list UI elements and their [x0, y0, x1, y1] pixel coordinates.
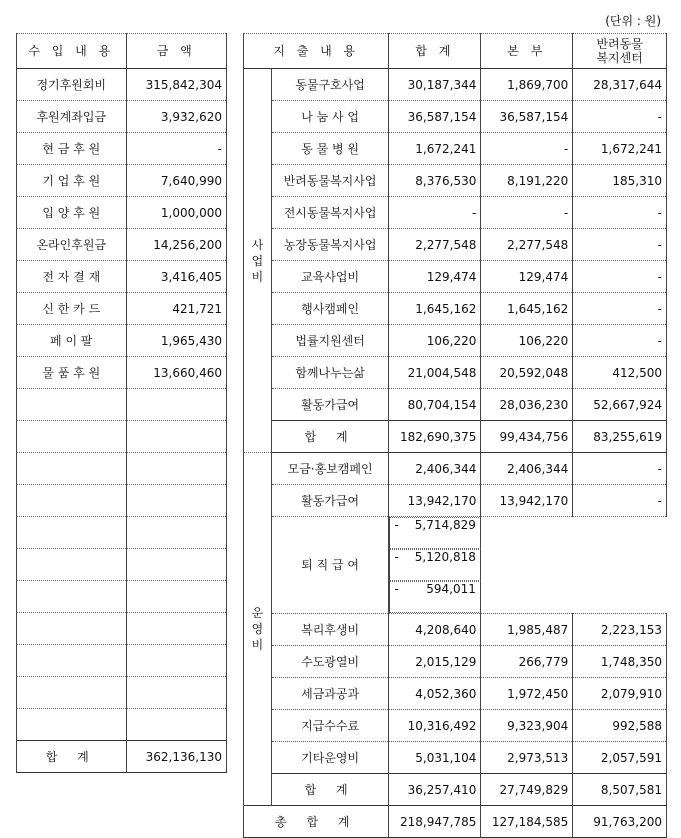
operating-label: 수도광열비: [271, 646, 389, 678]
income-amount: 1,965,430: [126, 325, 227, 357]
negative-dash: -: [394, 582, 399, 596]
income-label: 물 품 후 원: [17, 357, 127, 389]
business-hq: 8,191,220: [481, 165, 573, 197]
category-char: 사: [251, 237, 264, 252]
income-label: 온라인후원금: [17, 229, 127, 261]
income-label: 후원계좌입금: [17, 101, 127, 133]
income-amount: 421,721: [126, 293, 227, 325]
empty-cell: [17, 421, 127, 453]
business-hq: 20,592,048: [481, 357, 573, 389]
operating-hq: 266,779: [481, 646, 573, 678]
operating-total: [389, 517, 480, 549]
category-char: 영: [251, 622, 264, 636]
empty-cell: [126, 709, 227, 741]
business-center: 185,310: [573, 165, 667, 197]
operating-label: 모금·홍보캠페인: [271, 453, 389, 485]
income-row: [17, 165, 227, 197]
business-hq: 106,220: [481, 325, 573, 357]
empty-cell: [17, 613, 127, 645]
operating-row: [244, 614, 667, 646]
operating-subtotal-total: 36,257,410: [389, 774, 481, 806]
business-label: 전시동물복지사업: [271, 197, 389, 229]
business-row: [244, 261, 667, 293]
business-total: 1,672,241: [389, 133, 481, 165]
income-empty-row: [17, 389, 227, 421]
income-row: [17, 325, 227, 357]
income-amount: 13,660,460: [126, 357, 227, 389]
grand-total-row: [244, 806, 667, 838]
business-center: 1,672,241: [573, 133, 667, 165]
empty-cell: [126, 645, 227, 677]
business-total: 36,587,154: [389, 101, 481, 133]
income-row: [17, 261, 227, 293]
value: 5,120,818: [414, 550, 476, 564]
empty-cell: [17, 517, 127, 549]
income-header-amount: 금 액: [126, 34, 227, 69]
operating-label: 복리후생비: [271, 614, 389, 646]
business-center: -: [573, 101, 667, 133]
business-center: -: [573, 261, 667, 293]
income-empty-row: [17, 613, 227, 645]
income-total-amount: 362,136,130: [126, 741, 227, 773]
operating-center: 992,588: [573, 710, 667, 742]
business-row: [244, 389, 667, 421]
expense-header-content: 지 출 내 용: [244, 34, 389, 69]
empty-cell: [17, 453, 127, 485]
operating-row: [244, 517, 667, 614]
operating-subtotal-hq: 27,749,829: [481, 774, 573, 806]
empty-cell: [126, 517, 227, 549]
grand-total-center: 91,763,200: [573, 806, 667, 838]
income-empty-row: [17, 549, 227, 581]
empty-cell: [17, 549, 127, 581]
business-label: 동물구호사업: [271, 69, 389, 101]
operating-label: 기타운영비: [271, 742, 389, 774]
income-empty-row: [17, 709, 227, 741]
business-total: 21,004,548: [389, 357, 481, 389]
income-row: [17, 229, 227, 261]
operating-hq: 1,972,450: [481, 678, 573, 710]
category-char: 비: [251, 638, 264, 652]
business-hq: 1,645,162: [481, 293, 573, 325]
operating-label: 지급수수료: [271, 710, 389, 742]
operating-center: 1,748,350: [573, 646, 667, 678]
empty-cell: [17, 677, 127, 709]
income-amount: 1,000,000: [126, 197, 227, 229]
income-empty-row: [17, 421, 227, 453]
business-row: [244, 293, 667, 325]
business-label: 행사캠페인: [271, 293, 389, 325]
operating-total: 2,015,129: [389, 646, 481, 678]
business-row: [244, 165, 667, 197]
operating-hq: 1,985,487: [481, 614, 573, 646]
operating-row: [244, 453, 667, 485]
income-total-row: [17, 741, 227, 773]
category-char: 비: [251, 269, 264, 284]
operating-hq: 2,406,344: [481, 453, 573, 485]
business-subtotal-hq: 99,434,756: [481, 421, 573, 453]
empty-cell: [126, 613, 227, 645]
income-label: 현 금 후 원: [17, 133, 127, 165]
income-empty-row: [17, 645, 227, 677]
income-row: [17, 197, 227, 229]
business-center: -: [573, 325, 667, 357]
business-subtotal-label: 합 계: [271, 421, 389, 453]
empty-cell: [126, 677, 227, 709]
empty-cell: [126, 453, 227, 485]
income-row: [17, 357, 227, 389]
business-center: 28,317,644: [573, 69, 667, 101]
business-total: 129,474: [389, 261, 481, 293]
income-total-label: 합 계: [17, 741, 127, 773]
income-empty-row: [17, 677, 227, 709]
operating-row: [244, 678, 667, 710]
income-amount: 7,640,990: [126, 165, 227, 197]
empty-cell: [126, 581, 227, 613]
business-hq: 36,587,154: [481, 101, 573, 133]
category-char: 업: [251, 253, 264, 268]
business-total: 1,645,162: [389, 293, 481, 325]
grand-total-label: 총 합 계: [244, 806, 389, 838]
business-row: [244, 197, 667, 229]
negative-dash: -: [394, 518, 399, 532]
expense-header-row: [244, 34, 667, 69]
empty-cell: [126, 549, 227, 581]
business-row: [244, 229, 667, 261]
income-row: [17, 69, 227, 101]
business-total: 80,704,154: [389, 389, 481, 421]
business-row: [244, 69, 667, 101]
operating-row: [244, 710, 667, 742]
empty-cell: [17, 645, 127, 677]
income-label: 기 업 후 원: [17, 165, 127, 197]
business-total: 30,187,344: [389, 69, 481, 101]
business-label: 동 물 병 원: [271, 133, 389, 165]
business-hq: 2,277,548: [481, 229, 573, 261]
income-label: 전 자 결 재: [17, 261, 127, 293]
expense-header-hq: 본 부: [481, 34, 573, 69]
income-label: 페 이 팔: [17, 325, 127, 357]
unit-label: (단위 : 원): [605, 14, 661, 28]
income-amount: 3,932,620: [126, 101, 227, 133]
operating-total: 2,406,344: [389, 453, 481, 485]
operating-subtotal-label: 합 계: [271, 774, 389, 806]
category-cell: [244, 69, 272, 453]
business-label: 함께나누는삶: [271, 357, 389, 389]
operating-hq: 9,323,904: [481, 710, 573, 742]
operating-total: 10,316,492: [389, 710, 481, 742]
category-char: 운: [251, 606, 264, 620]
business-total: 106,220: [389, 325, 481, 357]
business-subtotal-total: 182,690,375: [389, 421, 481, 453]
business-row: [244, 133, 667, 165]
business-center: 52,667,924: [573, 389, 667, 421]
business-label: 활동가급여: [271, 389, 389, 421]
operating-total: 5,031,104: [389, 742, 481, 774]
business-total: 8,376,530: [389, 165, 481, 197]
operating-subtotal-center: 8,507,581: [573, 774, 667, 806]
business-label: 농장동물복지사업: [271, 229, 389, 261]
operating-label: 퇴 직 급 여: [271, 517, 389, 614]
business-label: 법률지원센터: [271, 325, 389, 357]
operating-center: -: [573, 485, 667, 517]
income-empty-row: [17, 453, 227, 485]
operating-total: 4,052,360: [389, 678, 481, 710]
value: 5,714,829: [414, 518, 476, 532]
income-amount: 14,256,200: [126, 229, 227, 261]
empty-cell: [126, 485, 227, 517]
business-hq: 129,474: [481, 261, 573, 293]
empty-cell: [126, 421, 227, 453]
value: 594,011: [426, 582, 476, 596]
income-amount: 315,842,304: [126, 69, 227, 101]
operating-label: 세금과공과: [271, 678, 389, 710]
business-center: -: [573, 293, 667, 325]
income-table: [16, 33, 227, 773]
business-center: -: [573, 197, 667, 229]
business-total: -: [389, 197, 481, 229]
operating-center: 2,223,153: [573, 614, 667, 646]
business-row: [244, 357, 667, 389]
income-empty-row: [17, 581, 227, 613]
business-subtotal-center: 83,255,619: [573, 421, 667, 453]
business-hq: 1,869,700: [481, 69, 573, 101]
business-subtotal-row: [244, 421, 667, 453]
income-row: [17, 293, 227, 325]
income-row: [17, 101, 227, 133]
operating-hq: 2,973,513: [481, 742, 573, 774]
income-header-content: 수 입 내 용: [17, 34, 127, 69]
business-center: -: [573, 229, 667, 261]
business-label: 교육사업비: [271, 261, 389, 293]
operating-row: [244, 742, 667, 774]
empty-cell: [17, 709, 127, 741]
grand-total-hq: 127,184,585: [481, 806, 573, 838]
operating-row: [244, 646, 667, 678]
income-empty-row: [17, 485, 227, 517]
business-hq: -: [481, 197, 573, 229]
operating-hq: [389, 549, 480, 581]
grand-total-total: 218,947,785: [389, 806, 481, 838]
income-amount: -: [126, 133, 227, 165]
business-label: 나 눔 사 업: [271, 101, 389, 133]
operating-center: 2,057,591: [573, 742, 667, 774]
business-row: [244, 325, 667, 357]
income-header-row: [17, 34, 227, 69]
operating-total: 13,942,170: [389, 485, 481, 517]
empty-cell: [17, 485, 127, 517]
income-label: 신 한 카 드: [17, 293, 127, 325]
business-label: 반려동물복지사업: [271, 165, 389, 197]
operating-subtotal-row: [244, 774, 667, 806]
expense-table: [243, 33, 667, 838]
income-label: 정기후원회비: [17, 69, 127, 101]
operating-total: 4,208,640: [389, 614, 481, 646]
expense-header-total: 합 계: [389, 34, 481, 69]
income-label: 입 양 후 원: [17, 197, 127, 229]
empty-cell: [126, 389, 227, 421]
income-row: [17, 133, 227, 165]
empty-cell: [17, 389, 127, 421]
expense-header-center: 반려동물 복지센터: [573, 34, 667, 69]
category-cell: [244, 453, 272, 806]
operating-center: 2,079,910: [573, 678, 667, 710]
empty-cell: [17, 581, 127, 613]
business-center: 412,500: [573, 357, 667, 389]
business-hq: 28,036,230: [481, 389, 573, 421]
income-amount: 3,416,405: [126, 261, 227, 293]
business-total: 2,277,548: [389, 229, 481, 261]
negative-dash: -: [394, 550, 399, 564]
operating-center: [389, 581, 480, 613]
income-empty-row: [17, 517, 227, 549]
business-row: [244, 101, 667, 133]
business-hq: -: [481, 133, 573, 165]
operating-row: [244, 485, 667, 517]
operating-center: -: [573, 453, 667, 485]
operating-label: 활동가급여: [271, 485, 389, 517]
operating-hq: 13,942,170: [481, 485, 573, 517]
